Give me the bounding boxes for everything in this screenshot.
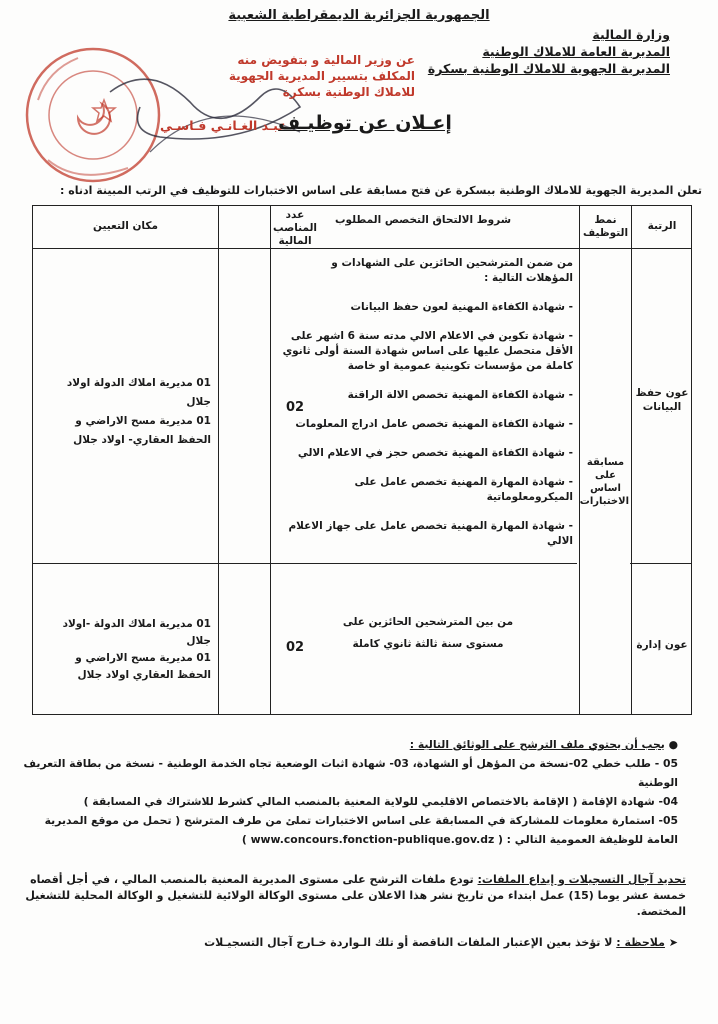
mode-cell: مسابقة على اساس الاختبارات [579,457,629,507]
document-item: 05 - طلب خطي 02-نسخة من المؤهل أو الشهادة، 03- شهادة اثبات الوضعية تجاه الخدمة الوطنية - نسخة من بطاقة التعريف الوطنية [23,757,678,789]
rank-cell: عون إدارة [636,639,688,651]
delegate-block [215,52,415,100]
condition-item: - شهادة المهارة المهنية تخصص عامل على الميكرومعلوماتية [354,476,573,503]
ministry-block [370,26,670,77]
documents-lead [18,735,678,754]
delegate-name: عبـد الغـانـي فـاسـي [160,118,287,133]
page-title: إعـلان عن توظيـف [278,112,452,134]
location-cell [43,616,211,684]
deadline-section [16,872,686,920]
note-section [38,936,678,949]
positions-table [32,205,692,715]
document-item: 05- استمارة معلومات للمشاركة في المسابقة على اساس الاختبارات تملئ من طرف المترشح ( تحمل من موقع المديرية العامة للوظيفة العمومية التالي : ( www.concours.fonction-publique.gov.dz ) [44,814,678,846]
location-line: 01 مديرية املاك الدولة -اولاد جلال [62,618,211,647]
note-lead: ملاحظة : [616,936,665,949]
condition-item: - شهادة تكوين في الاعلام الالي مدته سنة 6 اشهر على الأقل متحصل عليها على اساس شهادة السنة أولى ثانوي كاملة من مؤسسات تكوينية عمومية او خاصة [282,330,573,372]
header-location: مكان التعيين [93,220,158,232]
document-item: 04- شهادة الإقامة ( الإقامة بالاختصاص الاقليمي للولاية المعنية بالمنصب المالي كشرط للاشتراك في المسابقة ) [83,795,678,808]
condition-item: - شهادة الكفاءة المهنية تخصص الالة الراقنة [347,389,573,401]
location-line: 01 مديرية مسح الاراضي و الحفظ العقاري- اولاد جلال [73,415,211,446]
bullet-icon: ● [664,738,678,751]
count-cell: 02 [285,640,305,655]
deadline-text: تودع ملفات الترشح على مستوى المديرية المعنية بالمنصب المالي ، في أجل أقصاه خمسة عشر يوما (15) عمل ابتداء من تاريخ نشر هذا الاعلان على مستوى الوكالة الولائية للتشغيل و الوكالة المحلية للتشغيل المختصة. [25,873,686,918]
condition-item: - شهادة الكفاءة المهنية تخصص حجز في الاعلام الالي [297,447,573,459]
header-conditions: شروط الالتحاق التخصص المطلوب [334,214,512,226]
condition-item: - شهادة المهارة المهنية تخصص عامل على جهاز الاعلام الالي [288,520,573,547]
intro-text: تعلن المديرية الجهوية للاملاك الوطنية ببسكرة عن فتح مسابقة على اساس الاختبارات للتوظيف في الرتب المبينة ادناه : [60,184,702,197]
condition-item: - شهادة الكفاءة المهنية لعون حفظ البيانات [350,301,573,313]
condition-item: - شهادة الكفاءة المهنية تخصص عامل ادراج المعلومات [295,418,573,430]
header-mode: نمط التوظيف [582,214,629,239]
rank-cell: عون حفظ البيانات [635,387,689,413]
deadline-lead: تحديد آجال التسجيلات و إيداع الملفات: [477,873,686,886]
delegate-line: للاملاك الوطنية بسكرة [282,85,415,99]
location-cell [43,374,211,450]
directorate-line: المديرية العامة للاملاك الوطنية [482,44,670,59]
location-line: 01 مديرية مسح الاراضي و الحفظ العقاري اولاد جلال [75,652,211,681]
arrow-icon: ➤ [664,936,678,949]
ministry-line: وزارة المالية [592,27,670,42]
required-documents [18,735,678,849]
header-count: عدد المناصب المالية [272,209,318,247]
note-text: لا تؤخذ بعين الإعتبار الملفات الناقصة أو تلك الـواردة خـارج آجال التسجيـلات [204,936,613,949]
conditions-cell [281,256,573,563]
conditions-cell: من بين المترشحين الحائزين على مستوى سنة ثالثة ثانوي كاملة [342,616,514,650]
delegate-line: عن وزير المالية و بتفويض منه [237,53,415,67]
conditions-intro: من ضمن المترشحين الحائزين على الشهادات و المؤهلات التالية : [331,257,573,284]
delegate-line: المكلف بتسيير المديرية الجهوية [228,69,415,83]
count-cell: 02 [285,400,305,415]
header-rank: الرتبة [647,220,677,232]
republic-heading: الجمهورية الجزائرية الديمقراطية الشعبية [228,8,490,23]
location-line: 01 مديرية املاك الدولة اولاد جلال [66,377,211,408]
documents-lead-text: يجب أن يحتوي ملف الترشح على الوثائق التالية : [409,738,665,751]
regional-directorate-line: المديرية الجهوية للاملاك الوطنية بسكرة [427,61,670,76]
